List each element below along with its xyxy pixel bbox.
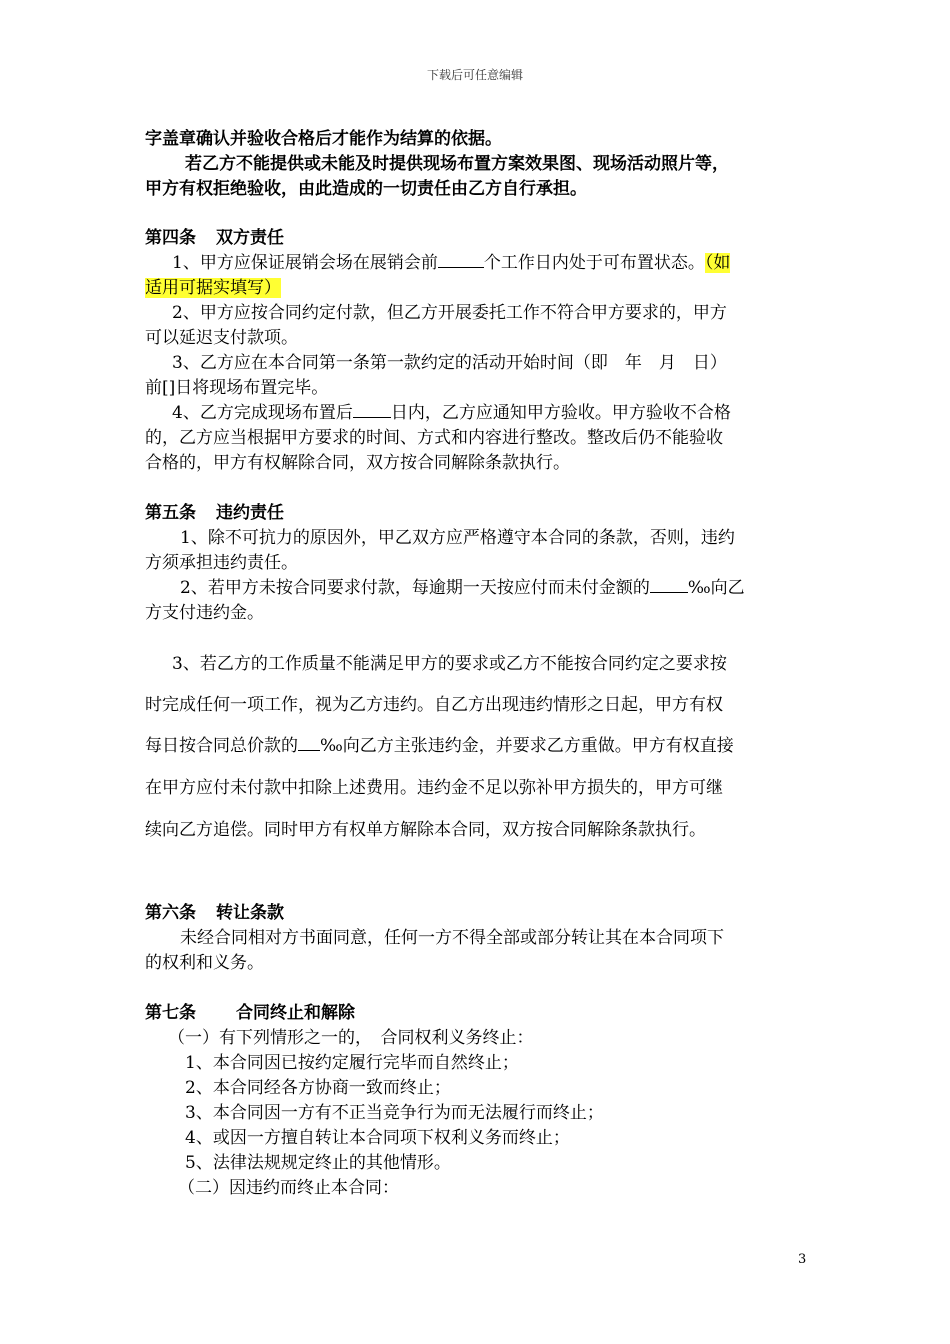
blank-field xyxy=(298,736,320,751)
article-5-clause-3-cont-1: 时完成任何一项工作，视为乙方违约。自乙方出现违约情形之日起，甲方有权 xyxy=(145,695,723,715)
article-5-clause-1: 1、除不可抗力的原因外，甲乙双方应严格遵守本合同的条款，否则，违约 xyxy=(180,528,735,548)
highlight-note: （如 xyxy=(704,253,731,273)
article-7-number: 第七条 xyxy=(145,1003,196,1023)
article-4-clause-4: 4、乙方完成现场布置后 日内，乙方应通知甲方验收。甲方验收不合格 xyxy=(172,403,731,423)
article-5-clause-3: 3、若乙方的工作质量不能满足甲方的要求或乙方不能按合同约定之要求按 xyxy=(172,654,727,674)
intro-line-1: 字盖章确认并验收合格后才能作为结算的依据。 xyxy=(145,129,502,149)
article-5-clause-2-cont: 方支付违约金。 xyxy=(145,603,264,623)
article-5-clause-1-cont: 方须承担违约责任。 xyxy=(145,553,298,573)
article-6-title: 转让条款 xyxy=(216,903,284,923)
article-4-title: 双方责任 xyxy=(216,228,284,248)
article-4-number: 第四条 xyxy=(145,228,196,248)
article-4-clause-4-cont-2: 合格的，甲方有权解除合同，双方按合同解除条款执行。 xyxy=(145,453,570,473)
article-5-clause-3-cont-3: 在甲方应付未付款中扣除上述费用。违约金不足以弥补甲方损失的，甲方可继 xyxy=(145,778,723,798)
article-4-clause-2: 2、甲方应按合同约定付款，但乙方开展委托工作不符合甲方要求的，甲方 xyxy=(172,303,727,323)
blank-field xyxy=(438,253,484,268)
article-7-item-2: 2、本合同经各方协商一致而终止； xyxy=(185,1078,451,1098)
article-6-clause-cont: 的权利和义务。 xyxy=(145,953,264,973)
article-7-item-5: 5、法律法规规定终止的其他情形。 xyxy=(185,1153,451,1173)
intro-line-3: 甲方有权拒绝验收，由此造成的一切责任由乙方自行承担。 xyxy=(145,179,587,199)
article-5-title: 违约责任 xyxy=(216,503,284,523)
article-4-clause-2-cont: 可以延迟支付款项。 xyxy=(145,328,298,348)
article-4-heading xyxy=(145,227,284,249)
article-5-heading xyxy=(145,502,284,524)
page-header: 下载后可任意编辑 xyxy=(426,68,523,82)
blank-field xyxy=(650,578,688,593)
article-4-clause-4-cont-1: 的，乙方应当根据甲方要求的时间、方式和内容进行整改。整改后仍不能验收 xyxy=(145,428,723,448)
article-6-number: 第六条 xyxy=(145,903,196,923)
article-4-clause-1-cont xyxy=(145,277,281,299)
highlight-note: 适用可据实填写） xyxy=(145,278,281,298)
article-7-item-4: 4、或因一方擅自转让本合同项下权利义务而终止； xyxy=(185,1128,570,1148)
article-7-section-2: （二）因违约而终止本合同： xyxy=(178,1178,399,1198)
article-7-item-3: 3、本合同因一方有不正当竞争行为而无法履行而终止； xyxy=(185,1103,604,1123)
article-6-clause: 未经合同相对方书面同意，任何一方不得全部或部分转让其在本合同项下 xyxy=(180,928,724,948)
article-4-clause-3-cont: 前[]日将现场布置完毕。 xyxy=(145,378,329,398)
article-7-item-1: 1、本合同因已按约定履行完毕而自然终止； xyxy=(185,1053,519,1073)
article-7-heading xyxy=(145,1002,355,1024)
article-5-clause-3-cont-2: 每日按合同总价款的 ‰向乙方主张违约金，并要求乙方重做。甲方有权直接 xyxy=(145,736,734,756)
intro-line-2: 若乙方不能提供或未能及时提供现场布置方案效果图、现场活动照片等， xyxy=(185,154,729,174)
article-7-section-1: （一）有下列情形之一的， 合同权利义务终止： xyxy=(168,1028,534,1048)
article-4-clause-1: 1、甲方应保证展销会场在展销会前 个工作日内处于可布置状态。（如 xyxy=(172,253,731,273)
article-5-clause-3-cont-4: 续向乙方追偿。同时甲方有权单方解除本合同，双方按合同解除条款执行。 xyxy=(145,820,706,840)
article-5-number: 第五条 xyxy=(145,503,196,523)
article-7-title: 合同终止和解除 xyxy=(236,1003,355,1023)
page-number: 3 xyxy=(798,1252,807,1267)
article-6-heading xyxy=(145,902,284,924)
article-4-clause-3: 3、乙方应在本合同第一条第一款约定的活动开始时间（即 年 月 日） xyxy=(172,353,727,373)
article-5-clause-2: 2、若甲方未按合同要求付款，每逾期一天按应付而未付金额的 ‰向乙 xyxy=(180,578,745,598)
blank-field xyxy=(353,403,391,418)
